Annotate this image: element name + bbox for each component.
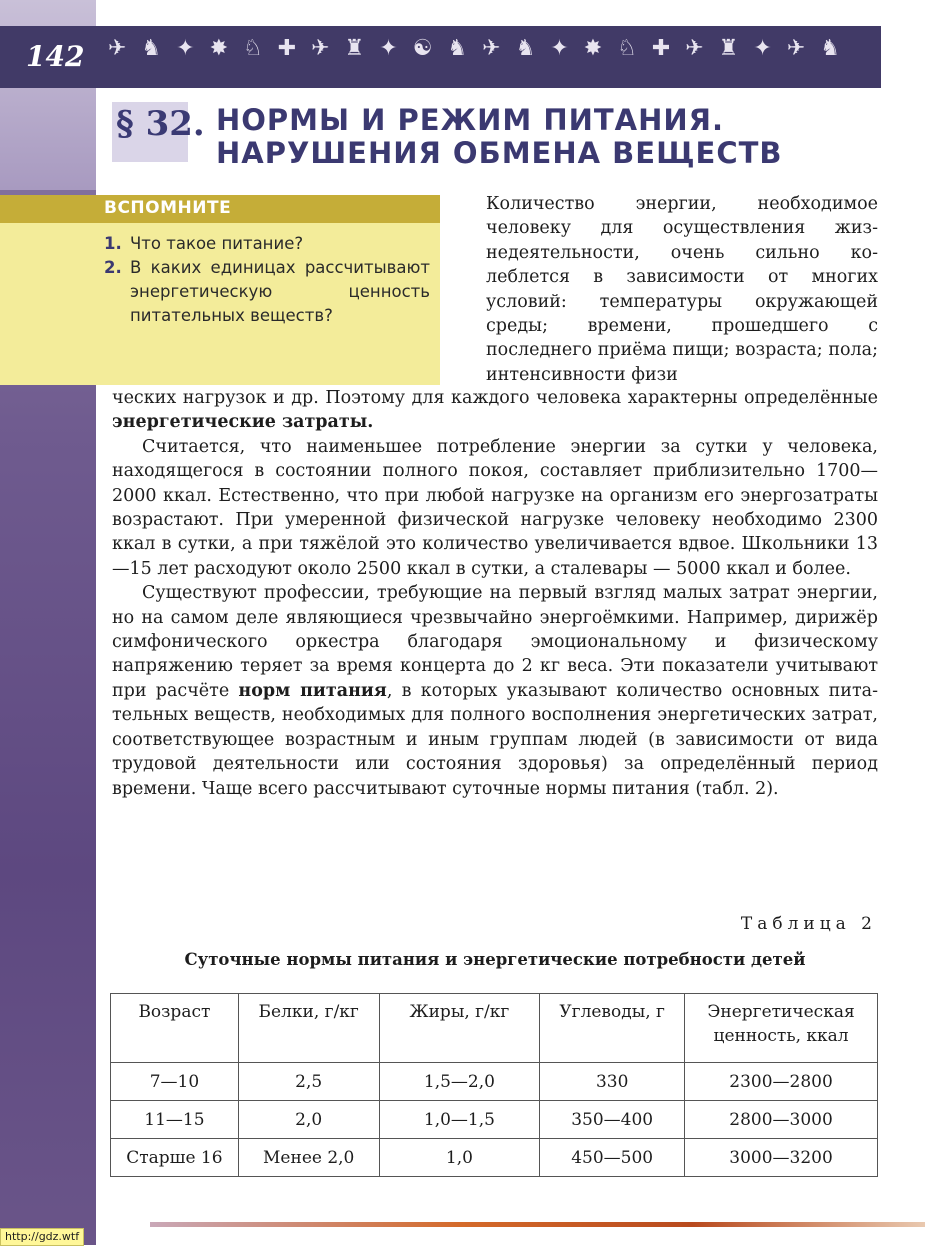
recall-title: ВСПОМНИТЕ <box>104 198 232 218</box>
watermark-link[interactable]: http://gdz.wtf <box>0 1228 84 1246</box>
table-cell: 1,5—2,0 <box>379 1063 540 1101</box>
intro-paragraph: Количество энергии, необходимое человеку для осуществления жизнедеятельности, очень сильно колеблется в зависимости от многих условий: температуры окружающей среды; времени, прошедшего с последнего приёма пищи; возраста; пола; интенсивности физи <box>486 194 878 385</box>
table-cell: 7—10 <box>111 1063 239 1101</box>
table-cell: 350—400 <box>540 1101 685 1139</box>
table-row <box>111 1139 878 1177</box>
table-cell: 1,0 <box>379 1139 540 1177</box>
table-cell: 11—15 <box>111 1101 239 1139</box>
table-cell: 2,0 <box>238 1101 379 1139</box>
paragraph-number: § 32. <box>116 104 205 144</box>
table-cell: 1,0—1,5 <box>379 1101 540 1139</box>
recall-questions <box>104 232 430 328</box>
table-header-cell: Углеводы, г <box>540 994 685 1063</box>
chapter-title-line-2: НАРУШЕНИЯ ОБМЕНА ВЕЩЕСТВ <box>216 136 783 170</box>
term-nutrition-norms: норм питания <box>238 680 387 701</box>
table-label: Таблица 2 <box>740 914 877 934</box>
table-cell: 2,5 <box>238 1063 379 1101</box>
table-cell: 2300—2800 <box>685 1063 878 1101</box>
table-cell: 330 <box>540 1063 685 1101</box>
recall-question-text: В каких единицах рассчитывают энергетическую ценность питательных веществ? <box>130 258 430 325</box>
table-header-cell: Белки, г/кг <box>238 994 379 1063</box>
paragraph-3-text-b: , в которых указывают количество основных питательных веществ, необходимых для полного восполнения энергетических затрат, соответствующее возрастным и иным группам людей (в зависимости от вида трудовой деятельности или состояния здоровья) за определённый период времени. Чаще всего рассчитывают суточные нормы питания (табл. 2). <box>112 680 878 799</box>
table-cell: 2800—3000 <box>685 1101 878 1139</box>
table-header-cell: Жиры, г/кг <box>379 994 540 1063</box>
recall-question-1 <box>104 232 430 256</box>
table-cell: Менее 2,0 <box>238 1139 379 1177</box>
paragraph-2: Считается, что наименьшее потребление энергии за сутки у человека, находящегося в состоянии полного покоя, составляет приблизительно 1700—2000 ккал. Естественно, что при любой нагрузке на организм его энергозатраты возрастают. При умеренной физической нагрузке человеку необходимо 2300 ккал в сутки, а при тяжёлой это количество увеличивается вдвое. Школьники 13—15 лет расходуют около 2500 ккал в сутки, а сталевары — 5000 ккал и более. <box>112 436 878 579</box>
page-number: 142 <box>26 40 85 73</box>
chapter-title <box>216 104 856 170</box>
paragraph-3 <box>112 581 878 801</box>
table-cell: 3000—3200 <box>685 1139 878 1177</box>
paragraph-1-text: ческих нагрузок и др. Поэтому для каждого человека характерны определённые <box>112 388 878 408</box>
nutrition-table <box>110 993 878 1177</box>
table-title: Суточные нормы питания и энергетические потребности детей <box>184 950 806 969</box>
paragraph-1 <box>112 386 878 435</box>
recall-question-number: 1. <box>104 234 122 253</box>
table-header-cell: Возраст <box>111 994 239 1063</box>
term-energy-costs: энергетические затраты. <box>112 412 374 433</box>
table-cell: 450—500 <box>540 1139 685 1177</box>
table-cell: Старше 16 <box>111 1139 239 1177</box>
recall-question-2 <box>104 256 430 328</box>
animal-silhouettes-decoration: ✈ ♞ ✦ ✸ ♘ ✚ ✈ ♜ ✦ ☯ ♞ ✈ ♞ ✦ ✸ ♘ ✚ ✈ ♜ ✦ ✈ ♞ <box>108 36 844 61</box>
chapter-title-line-1: НОРМЫ И РЕЖИМ ПИТАНИЯ. <box>216 103 724 137</box>
paragraph-3-text-a: Существуют профессии, требующие на первый взгляд малых затрат энергии, но на самом деле являющиеся чрезвычайно энергоёмкими. Например, дирижёр симфонического оркестра благодаря эмоциональному и физическому напряжению теряет за время концерта до 2 кг веса. Эти показатели учитывают при расчёте <box>112 583 878 701</box>
table-row <box>111 1063 878 1101</box>
body-text <box>112 386 878 801</box>
table-header-row <box>111 994 878 1063</box>
recall-question-number: 2. <box>104 258 122 277</box>
bottom-decorative-line <box>150 1222 925 1227</box>
table-row <box>111 1101 878 1139</box>
recall-question-text: Что такое питание? <box>130 234 304 253</box>
table-header-cell: Энергетическая ценность, ккал <box>685 994 878 1063</box>
